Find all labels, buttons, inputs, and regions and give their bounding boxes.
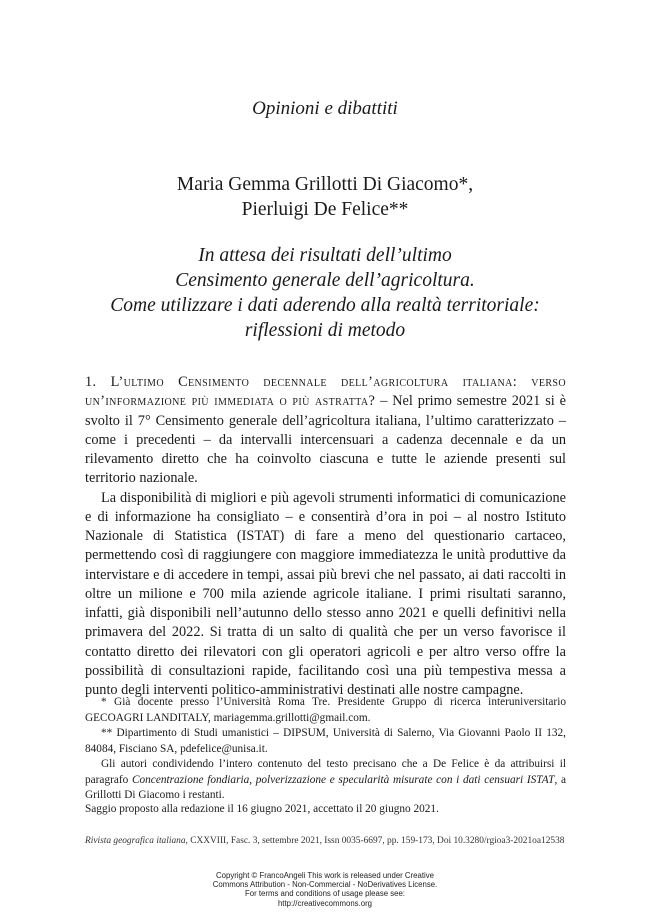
license-url: http://creativecommons.org: [277, 898, 373, 908]
footnote-attribution: [85, 757, 566, 804]
footnote-author-1: * Già docente presso l’Università Roma Tre. Presidente Gruppo di ricerca interuniversitario GECOAGRI LANDITALY, mariagemma.grillotti@gmail.com.: [85, 696, 566, 724]
body-paragraph-1: [85, 373, 566, 489]
author-list: [0, 172, 650, 222]
body-paragraph-2: La disponibilità di migliori e più agevoli strumenti informatici di comunicazione e di informazione ha consigliato – e consentirà d’ora in poi – al nostro Istituto Nazionale di Statistica (ISTAT) di fare a meno del questionario cartaceo, permettendo così di raggiungere con maggiore immediatezza le unità produttive da intervistare e di accedere in tempi, assai più brevi che nel passato, ai dati raccolti in oltre un milione e 700 mila aziende agricole italiane. I primi risultati saranno, infatti, già disponibili nell’autunno dello stesso anno 2021 e quelli definitivi nella primavera del 2022. Si tratta di un salto di qualità che per un verso favorisce il contatto diretto dei rilevatori con gli operatori agricoli e per altro verso offre la possibilità di consultazioni rapide, facilitando così una più tempestiva messa a punto degli interventi politico-amministrativi destinati alle nostre campagne.: [85, 489, 566, 698]
citation-details: , CXXVIII, Fasc. 3, settembre 2021, Issn 0035-6697, pp. 159-173, Doi 10.3280/rgioa3-2021oa12538: [185, 836, 565, 846]
footnotes: [85, 695, 566, 804]
journal-citation: [85, 835, 585, 848]
author-line-1: Maria Gemma Grillotti Di Giacomo*,: [176, 174, 474, 195]
license-line-2: Commons Attribution - Non-Commercial - NoDerivatives License.: [212, 880, 438, 890]
license-notice: [0, 871, 650, 908]
author-line-2: Pierluigi De Felice**: [241, 199, 409, 220]
section-heading: Opinioni e dibattiti: [252, 98, 398, 119]
footnote-attribution-start: Gli autori condividendo l’intero contenuto del testo precisano che a De Felice è da attribuirsi il paragrafo: [85, 758, 566, 786]
footnote-author-2: ** Dipartimento di Studi umanistici – DIPSUM, Università di Salerno, Via Giovanni Paolo II 132, 84084, Fisciano SA, pdefelice@unisa.it.: [85, 727, 566, 755]
license-line-1: Copyright © FrancoAngeli This work is released under Creative: [216, 871, 434, 880]
title-line-3: Come utilizzare i dati aderendo alla realtà territoriale:: [110, 295, 540, 316]
journal-name: Rivista geografica italiana: [85, 836, 186, 846]
paragraph-1-text: – Nel primo semestre 2021 si è svolto il 7° Censimento generale dell’agricoltura italiana, l’ultimo caratterizzato – come i precedenti – da intervalli intercensuari a cadenza decennale e da un rilevamento diretto che ha coinvolto ciascuna e tutte le aziende presenti sul territorio nazionale.: [85, 393, 566, 487]
title-line-4: riflessioni di metodo: [244, 320, 406, 341]
title-line-2: Censimento generale dell’agricoltura.: [175, 270, 475, 291]
section-1-heading: 1. L’ultimo Censimento decennale dell’agricoltura italiana: verso un’informazione più immediata o più astratta?: [85, 374, 566, 410]
title-line-1: In attesa dei risultati dell’ultimo: [198, 245, 452, 266]
article-body: [85, 373, 566, 700]
submission-dates: Saggio proposto alla redazione il 16 giugno 2021, accettato il 20 giugno 2021.: [85, 803, 439, 815]
license-line-3: For terms and conditions of usage please see:: [245, 889, 405, 899]
article-title: [0, 243, 650, 343]
footnote-attribution-italic: Concentrazione fondiaria, polverizzazione e specularità misurate con i dati censuari ISTAT: [131, 773, 555, 786]
footnote-attribution-end: , a Grillotti Di Giacomo i restanti.: [85, 773, 566, 801]
